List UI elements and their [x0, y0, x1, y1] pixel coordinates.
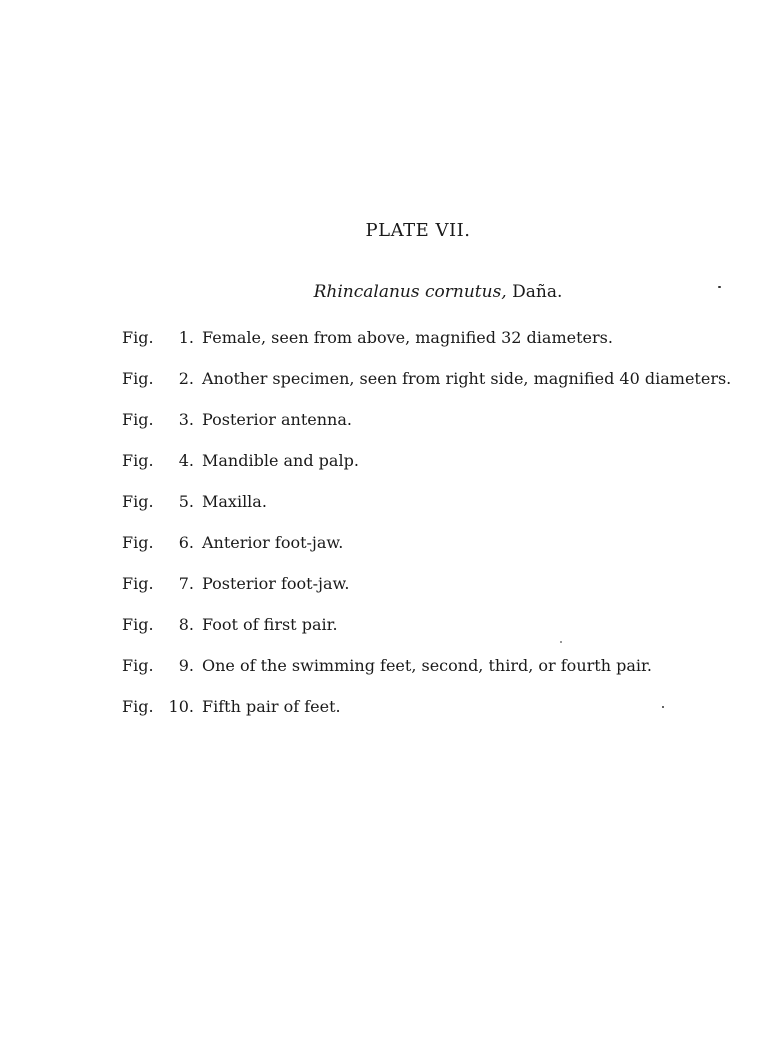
- figure-label: Fig.: [122, 656, 154, 675]
- figure-number: 1.: [178, 328, 194, 347]
- figure-entry-6: [122, 533, 742, 574]
- plate-title: PLATE VII.: [365, 220, 471, 241]
- species-author: Daña.: [506, 282, 563, 302]
- species-scientific-name: Rhincalanus cornutus,: [313, 282, 507, 302]
- figure-entry-3: [122, 410, 742, 451]
- figure-label: Fig.: [122, 533, 154, 552]
- figure-label: Fig.: [122, 328, 154, 347]
- figure-number: 7.: [178, 574, 194, 593]
- figure-label: Fig.: [122, 369, 154, 388]
- figure-entry-10: [122, 697, 742, 738]
- figure-entry-1: [122, 328, 742, 369]
- figure-number: 10.: [168, 697, 194, 716]
- figure-number: 6.: [178, 533, 194, 552]
- figure-label: Fig.: [122, 410, 154, 429]
- figure-number: 4.: [178, 451, 194, 470]
- figure-description: Foot of first pair.: [202, 615, 338, 634]
- print-speck: [718, 286, 721, 288]
- figure-description: Anterior foot-jaw.: [202, 533, 344, 552]
- figure-entry-8: [122, 615, 742, 656]
- figure-entry-4: [122, 451, 742, 492]
- figure-label: Fig.: [122, 615, 154, 634]
- figure-number: 5.: [178, 492, 194, 511]
- figure-description: Another specimen, seen from right side, magnified 40 diameters.: [202, 369, 732, 388]
- figure-description: Fifth pair of feet.: [202, 697, 341, 716]
- figure-description: Posterior antenna.: [202, 410, 352, 429]
- figure-list: [122, 328, 742, 738]
- figure-description: Female, seen from above, magnified 32 diameters.: [202, 328, 613, 347]
- figure-number: 3.: [178, 410, 194, 429]
- figure-description: Maxilla.: [202, 492, 267, 511]
- figure-entry-7: [122, 574, 742, 615]
- figure-number: 9.: [178, 656, 194, 675]
- print-speck: [560, 641, 562, 643]
- figure-number: 8.: [178, 615, 194, 634]
- figure-description: One of the swimming feet, second, third, or fourth pair.: [202, 656, 652, 675]
- figure-label: Fig.: [122, 697, 154, 716]
- figure-entry-9: [122, 656, 742, 697]
- figure-entry-2: [122, 369, 742, 410]
- figure-label: Fig.: [122, 451, 154, 470]
- species-heading: [0, 282, 776, 302]
- figure-label: Fig.: [122, 492, 154, 511]
- figure-description: Posterior foot-jaw.: [202, 574, 350, 593]
- figure-description: Mandible and palp.: [202, 451, 359, 470]
- print-speck: [662, 706, 664, 708]
- figure-number: 2.: [178, 369, 194, 388]
- figure-label: Fig.: [122, 574, 154, 593]
- figure-entry-5: [122, 492, 742, 533]
